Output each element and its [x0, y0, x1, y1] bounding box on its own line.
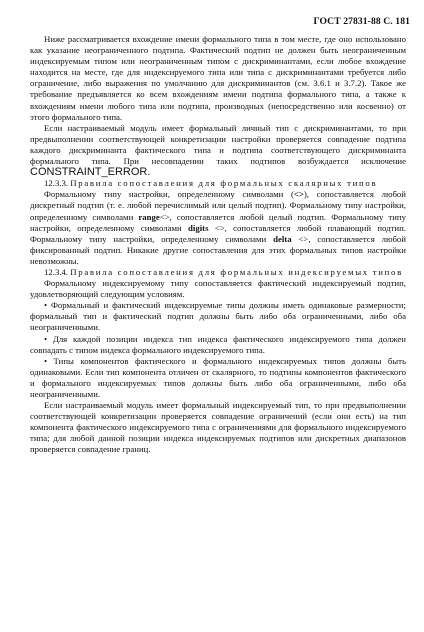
section-title: Правила сопоставления для формальных индексируемых типов: [70, 266, 403, 277]
paragraph: [30, 123, 406, 178]
section-heading: [30, 178, 406, 189]
paragraph-text: Формальному типу настройки, определенному символами (: [44, 189, 294, 200]
keyword-delta: delta: [273, 233, 292, 244]
bullet-item: • Типы компонентов фактического и формального индексируемых типов должны быть одинаковыми. Если тип компонента отличен от скалярного, то подтипы компонентов фактического и формального индексируемых типов должны быть либо оба ограниченными, либо оба неограниченными.: [30, 355, 406, 399]
keyword-digits: digits: [188, 222, 209, 233]
paragraph: Формальному индексируемому типу сопоставляется фактический индексируемый подтип, удовлетворяющий следующим условиям.: [30, 278, 406, 300]
section-number: 12.3.3.: [44, 178, 69, 189]
paragraph: Формальному типу настройки, определенному символами (<>), сопоставляется любой дискретный подтип (т. е. любой перечислимый или целый подтип). Формальному типу настройки, определенному символами range<>, сопоставляется любой целый подтип. Формальному типу настройки, определенному символами digits <>, сопоставляется любой плавающий подтип. Формальному типу настройки, определенному символами delta <>, сопоставляется любой фиксированный подтип. Никакие другие сопоставления для этих формальных типов настройки невозможны.: [30, 189, 406, 266]
page-content: [30, 34, 406, 456]
section-number: 12.3.4.: [44, 266, 69, 277]
section-title: Правила сопоставления для формальных скалярных типов: [70, 178, 378, 189]
box-symbol: <>: [293, 189, 304, 200]
keyword-range: range: [138, 211, 160, 222]
section-heading: [30, 267, 406, 278]
paragraph-text: ), сопоставляется любой дискретный подтип (т. е. любой перечислимый или целый подтип). Формальному типу настройки, определенному символами: [30, 189, 406, 222]
bullet-item: • Формальный и фактический индексируемые типы должны иметь одинаковые размерности; формальный тип и фактический подтип должны быть либо оба ограниченными, либо оба неограниченными.: [30, 300, 406, 333]
bullet-item: • Для каждой позиции индекса тип индекса фактического индексируемого типа должен совпадать с типом индекса формального индексируемого типа.: [30, 333, 406, 355]
paragraph-text: , сопоставляется любой плавающий подтип. Формальному типу настройки, определенному символами: [30, 222, 406, 244]
paragraph-text: Если настраиваемый модуль имеет формальный личный тип с дискриминантами, то при предвыполнении соответствующей конкретизации настройки проверяется совпадение подтипа каждого дискриминанта фактического типа и подтипа соответствующего дискриминанта формального типа. При несовпадении таких подтипов возбуждается исключение: [30, 122, 406, 167]
page-header: ГОСТ 27831-88 С. 181: [313, 16, 410, 27]
exception-name: CONSTRAINT_ERROR.: [30, 166, 151, 179]
paragraph: Если настраиваемый модуль имеет формальный индексируемый тип, то при предвыполнении соответствующей конкретизации проверяется совпадение ограничений (если они есть) на тип компонента фактического индексируемого типа с ограничениями для формального индексируемого типа; для любой данной позиции индекса индексируемых подтипов или дискретных диапазонов проверяется совпадение границ.: [30, 400, 406, 455]
paragraph-text: , сопоставляется любой фиксированный подтип. Никакие другие сопоставления для этих формальных типов настройки невозможны.: [30, 233, 406, 266]
paragraph: Ниже рассматривается вхождение имени формального типа в том месте, где оно использовано как указание неограниченного подтипа. Фактический подтип не должен быть неограниченным индексируемым типом или неограниченным типом с дискриминантами, если любое вхождение находится на месте, где для индексируемого типа или типа с дискриминантами требуется либо ограничение, либо выражения по умолчанию для дискриминантов (см. 3.6.1 и 3.7.2). Такое же требование предъявляется ко всем вхождениям имени подтипа формального типа, а также к вхождениям имени любого типа или подтипа, производных (непосредственно или косвенно) от этого формального типа.: [30, 34, 406, 122]
paragraph-text: , сопоставляется любой целый подтип. Формальному типу настройки, определенному символами: [30, 211, 406, 233]
